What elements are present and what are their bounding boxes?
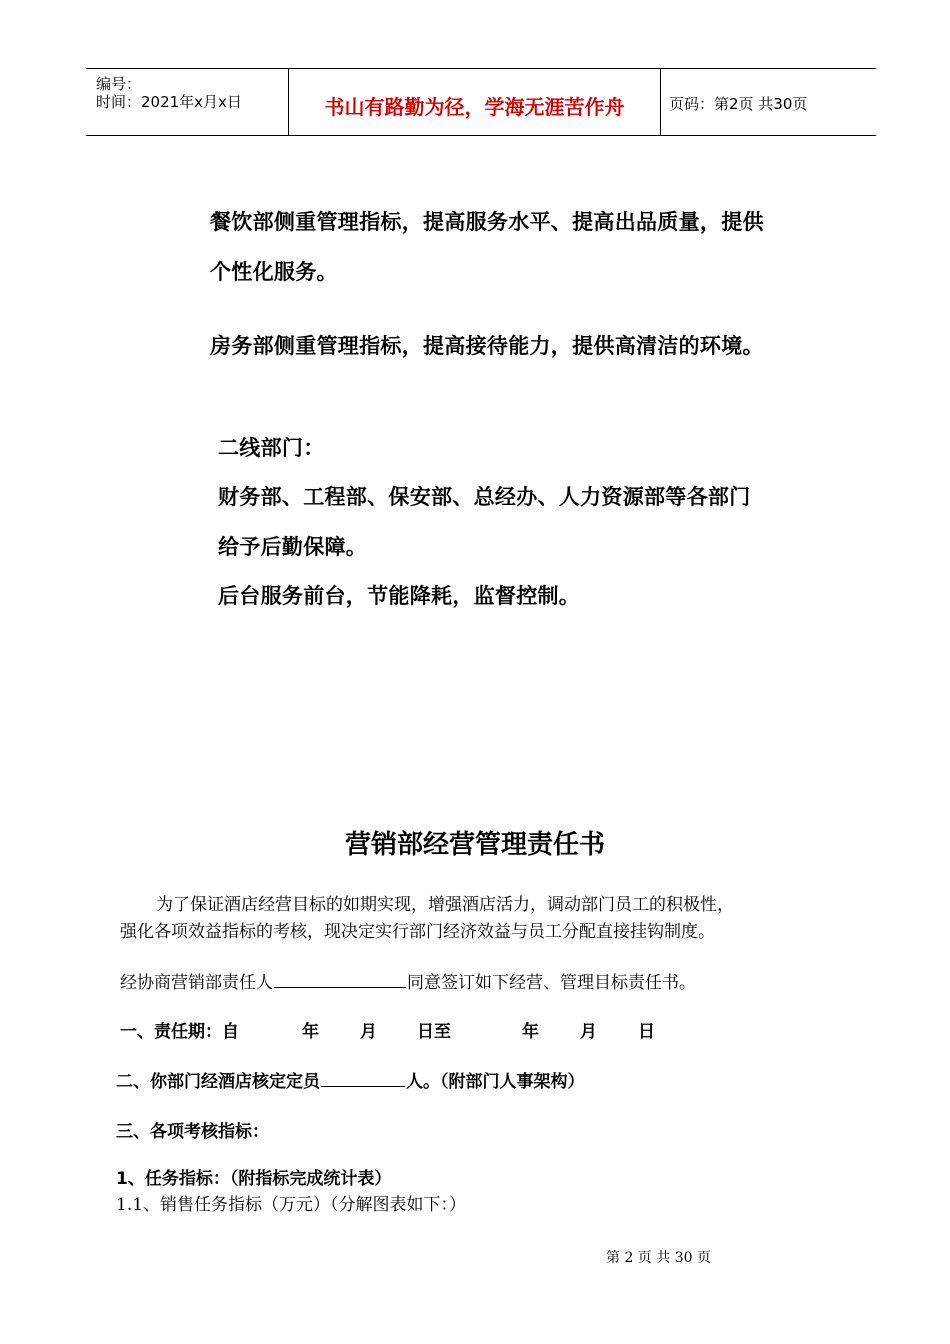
header-motto: 书山有路勤为径，学海无涯苦作舟 (324, 95, 625, 119)
agreement-line (120, 968, 696, 993)
page-header (86, 68, 876, 136)
item1-day-2: 日 (638, 1022, 655, 1042)
item1-year-2: 年 (522, 1022, 539, 1042)
header-page-label: 页码：第2页 共30页 (669, 95, 808, 113)
header-middle-cell (288, 69, 661, 135)
sub-item-1: 1、任务指标：（附指标完成统计表） (116, 1169, 392, 1189)
item1-year-1: 年 (302, 1022, 319, 1042)
header-left-cell (86, 69, 288, 135)
agreement-suffix: 同意签订如下经营、管理目标责任书。 (407, 973, 696, 993)
header-right-cell (661, 69, 876, 135)
second-line-heading: 二线部门： (218, 436, 325, 460)
agreement-prefix: 经协商营销部责任人 (120, 973, 273, 993)
responsible-person-blank[interactable] (274, 986, 406, 988)
second-line-2: 给予后勤保障。 (218, 535, 368, 559)
item2-line (116, 1067, 585, 1092)
sub-item-1-1: 1.1、销售任务指标（万元）（分解图表如下：） (116, 1195, 467, 1215)
time-label: 时间：2021年x月x日 (96, 93, 242, 111)
item1-month-1: 月 (360, 1022, 377, 1042)
item2-prefix: 二、你部门经酒店核定定员 (116, 1072, 320, 1092)
page-footer: 第 2 页 共 30 页 (606, 1250, 711, 1266)
number-label: 编号： (96, 75, 142, 93)
second-line-1: 财务部、工程部、保安部、总经办、人力资源部等各部门 (218, 485, 751, 509)
item3-heading: 三、各项考核指标： (116, 1122, 269, 1142)
intro-line-1: 为了保证酒店经营目标的如期实现，增强酒店活力，调动部门员工的积极性， (156, 895, 734, 915)
front-line-3: 房务部侧重管理指标，提高接待能力，提供高清洁的环境。 (210, 334, 764, 358)
intro-line-2: 强化各项效益指标的考核，现决定实行部门经济效益与员工分配直接挂钩制度。 (120, 922, 715, 942)
item1-month-2: 月 (580, 1022, 597, 1042)
second-line-3: 后台服务前台，节能降耗，监督控制。 (218, 584, 581, 608)
front-line-2: 个性化服务。 (210, 260, 338, 284)
staff-count-blank[interactable] (321, 1085, 405, 1087)
item1-day-to: 日至 (417, 1022, 451, 1042)
front-line-1: 餐饮部侧重管理指标，提高服务水平、提高出品质量，提供 (210, 210, 764, 234)
item2-suffix: 人。（附部门人事架构） (406, 1072, 585, 1092)
document-title: 营销部经营管理责任书 (344, 830, 605, 860)
item1-label: 一、责任期：自 (120, 1022, 239, 1042)
